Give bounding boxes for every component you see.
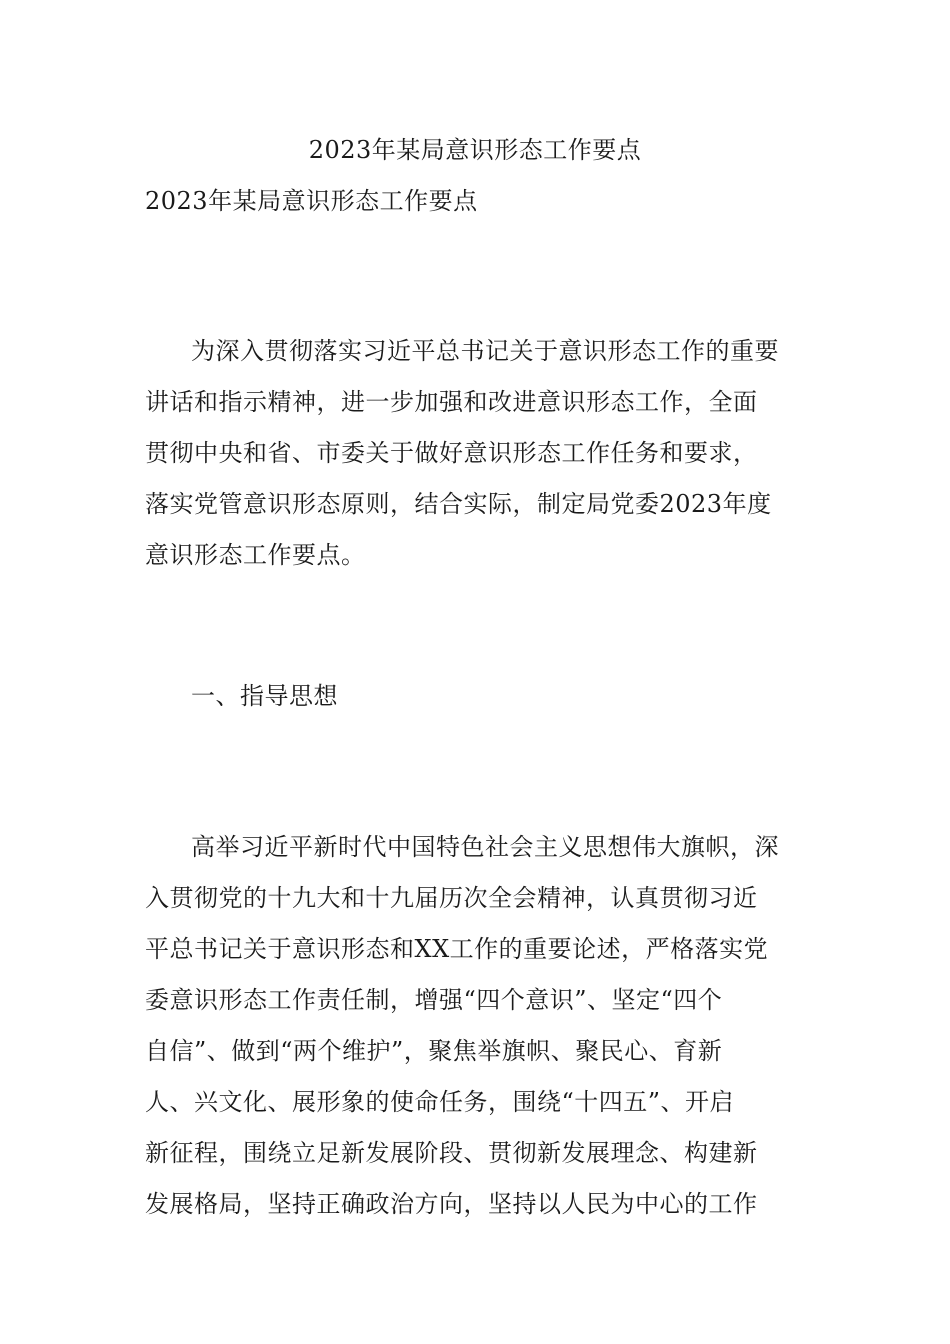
document-title-left: 2023年某局意识形态工作要点 (145, 187, 478, 215)
paragraph-line: 委意识形态工作责任制，增强“四个意识”、坚定“四个 (145, 986, 723, 1014)
paragraph-line: 发展格局，坚持正确政治方向，坚持以人民为中心的工作 (145, 1190, 758, 1218)
paragraph-line: 贯彻中央和省、市委关于做好意识形态工作任务和要求， (145, 439, 758, 467)
paragraph-line: 入贯彻党的十九大和十九届历次全会精神，认真贯彻习近 (145, 884, 758, 912)
intro-paragraph (145, 326, 807, 581)
paragraph-line: 讲话和指示精神，进一步加强和改进意识形态工作，全面 (145, 388, 758, 416)
paragraph-line: 平总书记关于意识形态和XX工作的重要论述，严格落实党 (145, 935, 769, 963)
paragraph-line: 高举习近平新时代中国特色社会主义思想伟大旗帜，深 (191, 833, 779, 861)
paragraph-line: 新征程，围绕立足新发展阶段、贯彻新发展理念、构建新 (145, 1139, 758, 1167)
document-title-centered: 2023年某局意识形态工作要点 (308, 136, 642, 164)
section-heading-guiding-ideology: 一、指导思想 (191, 682, 338, 710)
paragraph-line: 人、兴文化、展形象的使命任务，围绕“十四五”、开启 (145, 1088, 735, 1116)
paragraph-line: 自信”、做到“两个维护”，聚焦举旗帜、聚民心、育新 (145, 1037, 723, 1065)
paragraph-line: 落实党管意识形态原则，结合实际，制定局党委2023年度 (145, 490, 772, 518)
guiding-ideology-paragraph (145, 822, 807, 1230)
paragraph-line: 为深入贯彻落实习近平总书记关于意识形态工作的重要 (191, 337, 779, 365)
paragraph-line: 意识形态工作要点。 (145, 541, 366, 569)
